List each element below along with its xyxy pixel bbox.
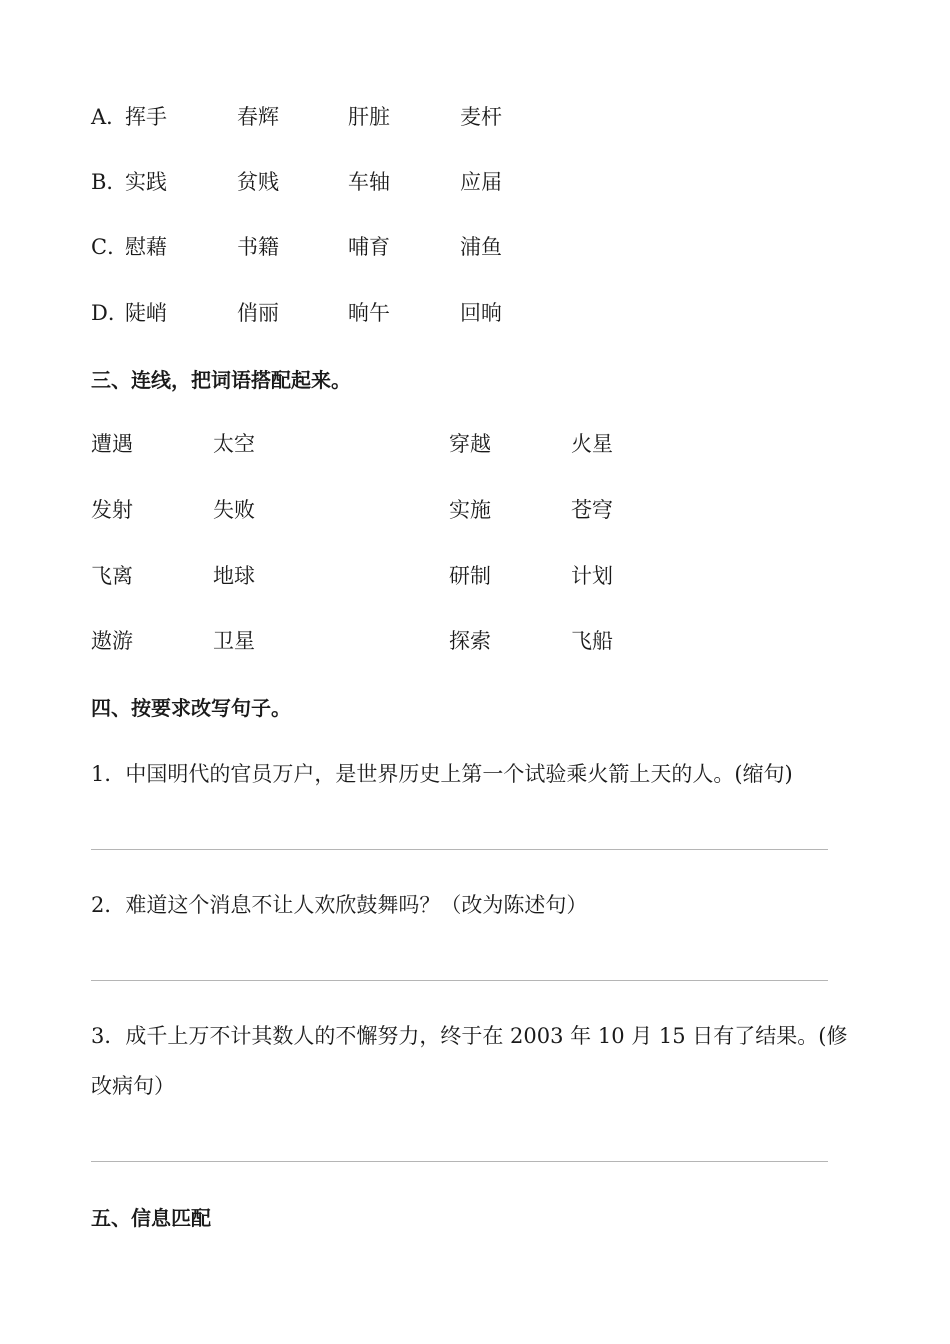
- option-label: A．: [91, 105, 128, 129]
- option-label: B．: [91, 170, 128, 194]
- match-word: 卫星: [213, 629, 255, 653]
- option-word: 回晌: [460, 301, 502, 325]
- option-word: 贫贱: [237, 170, 279, 194]
- match-word: 计划: [571, 564, 613, 588]
- option-label: D．: [91, 301, 129, 325]
- question-2: 2．难道这个消息不让人欢欣鼓舞吗？（改为陈述句）: [91, 893, 588, 917]
- match-word: 探索: [449, 629, 491, 653]
- option-word: 书籍: [237, 235, 279, 259]
- match-word: 飞离: [91, 564, 133, 588]
- match-word: 失败: [213, 498, 255, 522]
- option-word: 车轴: [348, 170, 390, 194]
- option-word: 俏丽: [237, 301, 279, 325]
- option-word: 慰藉: [125, 235, 167, 259]
- option-word: 春辉: [237, 105, 279, 129]
- section-4-title: 四、按要求改写句子。: [91, 696, 291, 720]
- match-word: 地球: [213, 564, 255, 588]
- answer-line-3[interactable]: [91, 1161, 828, 1162]
- match-word: 研制: [449, 564, 491, 588]
- option-word: 晌午: [348, 301, 390, 325]
- section-5-title: 五、信息匹配: [91, 1206, 211, 1230]
- answer-line-2[interactable]: [91, 980, 828, 981]
- question-3-line-2: 改病句）: [91, 1074, 175, 1098]
- option-label: C．: [91, 235, 129, 259]
- match-word: 遨游: [91, 629, 133, 653]
- match-word: 苍穹: [571, 498, 613, 522]
- option-word: 麦杆: [460, 105, 502, 129]
- option-word: 哺育: [348, 235, 390, 259]
- option-word: 挥手: [125, 105, 167, 129]
- match-word: 实施: [449, 498, 491, 522]
- match-word: 发射: [91, 498, 133, 522]
- match-word: 遭遇: [91, 432, 133, 456]
- question-1: 1．中国明代的官员万户，是世界历史上第一个试验乘火箭上天的人。(缩句): [91, 762, 793, 786]
- option-word: 应届: [460, 170, 502, 194]
- option-word: 浦鱼: [460, 235, 502, 259]
- answer-line-1[interactable]: [91, 849, 828, 850]
- match-word: 飞船: [571, 629, 613, 653]
- question-3-line-1: 3．成千上万不计其数人的不懈努力，终于在 2003 年 10 月 15 日有了结果。(修: [91, 1024, 848, 1048]
- match-word: 穿越: [449, 432, 491, 456]
- section-3-title: 三、连线，把词语搭配起来。: [91, 368, 351, 392]
- match-word: 太空: [213, 432, 255, 456]
- option-word: 实践: [125, 170, 167, 194]
- option-word: 陡峭: [125, 301, 167, 325]
- match-word: 火星: [571, 432, 613, 456]
- option-word: 肝脏: [348, 105, 390, 129]
